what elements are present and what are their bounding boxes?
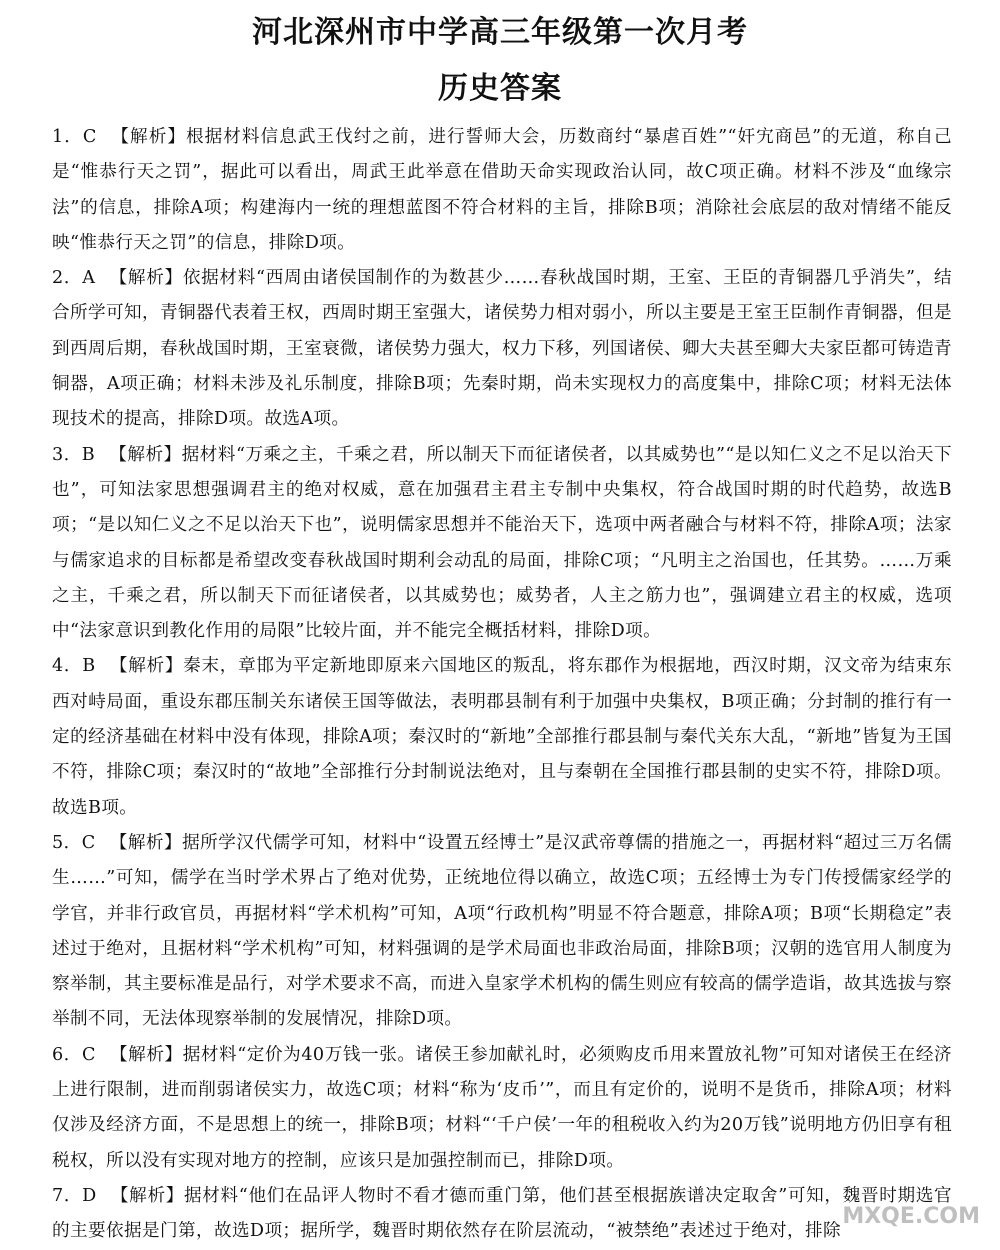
answer-text: 据材料“定价为40万钱一张。诸侯王参加献礼时，必须购皮币用来置放礼物”可知对诸侯王在经济上进行限制，进而削弱诸侯实力，故选C项；材料“称为‘皮币’”，而且有定价的，说明不是货币，排除A项；材料仅涉及经济方面，不是思想上的统一，排除B项；材料“‘千户侯’一年的租税收入约为20万钱”说明地方仍旧享有租税权，所以没有实现对地方的控制，应该只是加强控制而已，排除D项。 — [52, 1044, 953, 1171]
answer-number: 5．C — [52, 832, 96, 853]
answer-number: 7．D — [52, 1185, 97, 1206]
analysis-tag: 【解析】 — [109, 268, 183, 289]
answer-number: 3．B — [52, 444, 96, 465]
answer-list — [52, 120, 952, 1250]
answer-number: 2．A — [52, 268, 96, 289]
answer-number: 1．C — [52, 127, 97, 147]
answer-text: 根据材料信息武王伐纣之前，进行誓师大会，历数商纣“暴虐百姓”“奸宄商邑”的无道，称自己是“惟恭行天之罚”，据此可以看出，周武王此举意在借助天命实现政治认同，故C项正确。材料不涉及“血缘宗法”的信息，排除A项；构建海内一统的理想蓝图不符合材料的主旨，排除B项；消除社会底层的敌对情绪不能反映“惟恭行天之罚”的信息，排除D项。 — [52, 127, 952, 253]
answer-text: 据所学汉代儒学可知，材料中“设置五经博士”是汉武帝尊儒的措施之一，再据材料“超过三万名儒生……”可知，儒学在当时学术界占了绝对优势，正统地位得以确立，故选C项；五经博士为专门传授儒家经学的学官，并非行政官员，再据材料“学术机构”可知，A项“行政机构”明显不符合题意，排除A项；B项“长期稳定”表述过于绝对，且据材料“学术机构”可知，材料强调的是学术局面也非政治局面，排除B项；汉朝的选官用人制度为察举制，其主要标准是品行，对学术要求不高，而进入皇家学术机构的儒生则应有较高的儒学造诣，故其选拔与察举制不同，无法体现察举制的发展情况，排除D项。 — [52, 832, 953, 1030]
answer-item-5 — [52, 826, 952, 1038]
analysis-tag: 【解析】 — [110, 1185, 184, 1206]
answer-item-4 — [52, 649, 952, 825]
answer-text: 据材料“万乘之主，千乘之君，所以制天下而征诸侯者，以其威势也”“是以知仁义之不足以治天下也”，可知法家思想强调君主的绝对权威，意在加强君主君主专制中央集权，符合战国时期的时代趋势，故选B项；“是以知仁义之不足以治天下也”，说明儒家思想并不能治天下，选项中两者融合与材料不符，排除A项；法家与儒家追求的目标都是希望改变春秋战国时期利会动乱的局面，排除C项；“凡明主之治国也，任其势。……万乘之主，千乘之君，所以制天下而征诸侯者，以其威势也；威势者，人主之筋力也”，强调建立君主的权威，选项中“法家意识到教化作用的局限”比较片面，并不能完全概括材料，排除D项。 — [52, 444, 953, 642]
analysis-tag: 【解析】 — [109, 832, 183, 853]
page-title: 河北深州市中学高三年级第一次月考 — [252, 15, 748, 50]
answer-item-7 — [52, 1179, 952, 1250]
answer-item-1 — [52, 120, 952, 261]
answer-text: 秦末，章邯为平定新地即原来六国地区的叛乱，将东郡作为根据地，西汉时期，汉文帝为结束东西对峙局面，重设东郡压制关东诸侯王国等做法，表明郡县制有利于加强中央集权，B项正确；分封制的推行有一定的经济基础在材料中没有体现，排除A项；秦汉时的“新地”全部推行郡县制与秦代关东大乱，“新地”皆复为王国不符，排除C项；秦汉时的“故地”全部推行分封制说法绝对，且与秦朝在全国推行郡县制的史实不符，排除D项。故选B项。 — [52, 656, 952, 818]
analysis-tag: 【解析】 — [109, 444, 182, 465]
page-subtitle: 历史答案 — [438, 71, 562, 106]
answer-text: 据材料“他们在品评人物时不看才德而重门第，他们甚至根据族谱决定取舍”可知，魏晋时期选官的主要依据是门第，故选D项；据所学，魏晋时期依然存在阶层流动，“被禁绝”表述过于绝对，排除 — [52, 1185, 952, 1242]
answer-number: 4．B — [52, 656, 96, 677]
analysis-tag: 【解析】 — [109, 1044, 183, 1065]
watermark: MXQE.COM — [842, 1204, 980, 1229]
answer-item-6 — [52, 1038, 952, 1179]
answer-number: 6．C — [52, 1044, 96, 1065]
analysis-tag: 【解析】 — [110, 127, 186, 147]
answer-text: 依据材料“西周由诸侯国制作的为数甚少……春秋战国时期，王室、王臣的青铜器几乎消失”，结合所学可知，青铜器代表着王权，西周时期王室强大，诸侯势力相对弱小，所以主要是王室王臣制作青铜器，但是到西周后期，春秋战国时期，王室衰微，诸侯势力强大，权力下移，列国诸侯、卿大夫甚至卿大夫家臣都可铸造青铜器，A项正确；材料未涉及礼乐制度，排除B项；先秦时期，尚未实现权力的高度集中，排除C项；材料无法体现技术的提高，排除D项。故选A项。 — [52, 268, 952, 430]
answer-item-2 — [52, 261, 952, 437]
answer-item-3 — [52, 438, 952, 650]
analysis-tag: 【解析】 — [109, 656, 184, 677]
